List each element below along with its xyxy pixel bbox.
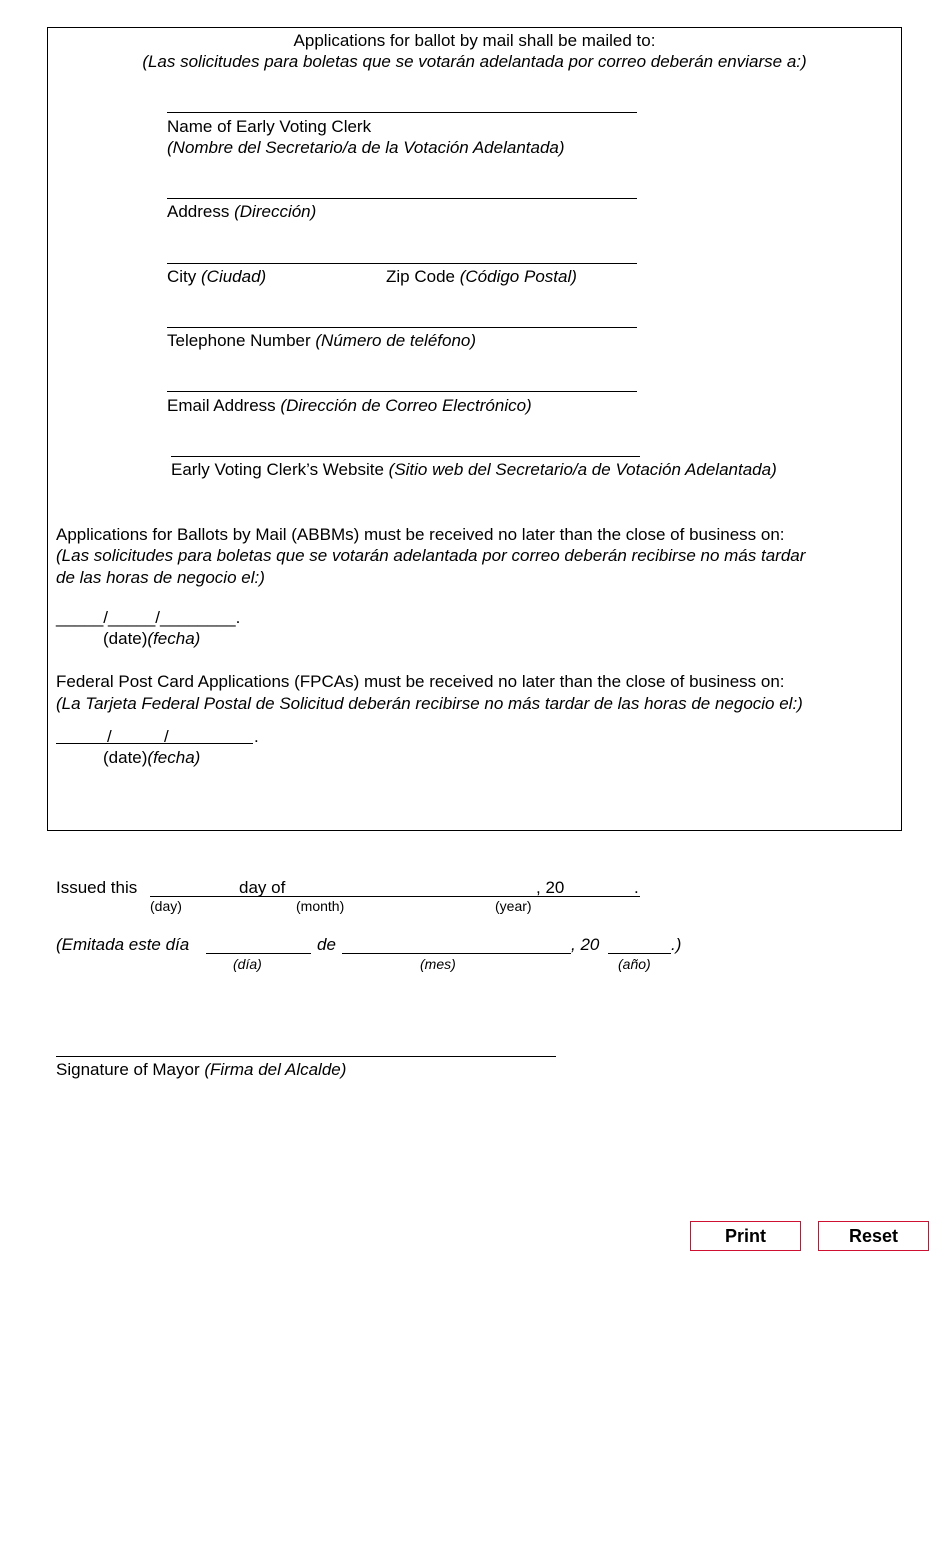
clerk-name-label: Name of Early Voting Clerk <box>167 117 372 136</box>
signature-label-en: Signature of Mayor <box>56 1060 200 1079</box>
website-label-en: Early Voting Clerk’s Website <box>171 460 384 479</box>
address-label-en: Address <box>167 202 230 221</box>
signature-label-es: (Firma del Alcalde) <box>204 1060 347 1079</box>
fpca-date-slash-1: / <box>107 727 112 746</box>
fpca-date-period: . <box>254 727 259 746</box>
website-label-es: (Sitio web del Secretario/a de Votación Adelantada) <box>388 460 777 479</box>
print-button[interactable]: Print <box>690 1221 801 1251</box>
city-label <box>167 266 266 287</box>
issued-month-caption: (month) <box>296 898 345 914</box>
abbm-date-caption-en: (date) <box>103 629 148 648</box>
emitida-suffix: .) <box>671 935 682 954</box>
reset-button[interactable]: Reset <box>818 1221 929 1251</box>
clerk-name-label-es: (Nombre del Secretario/a de la Votación Adelantada) <box>167 138 565 157</box>
city-zip-line[interactable] <box>167 263 637 264</box>
emitida-comma-20: , 20 <box>571 935 600 954</box>
fpca-deadline-en: Federal Post Card Applications (FPCAs) must be received no later than the close of business on: <box>56 672 785 691</box>
abbm-date-caption <box>103 628 200 649</box>
email-line[interactable] <box>167 391 637 392</box>
emitida-de: de <box>317 935 336 954</box>
city-label-en: City <box>167 267 197 286</box>
website-line[interactable] <box>171 456 640 457</box>
website-label <box>171 459 777 480</box>
issued-year-caption: (year) <box>495 898 532 914</box>
emitida-prefix: (Emitada este día <box>56 935 190 954</box>
email-label-es: (Dirección de Correo Electrónico) <box>280 396 532 415</box>
fpca-date-caption-es: (fecha) <box>147 748 201 767</box>
address-label-es: (Dirección) <box>234 202 317 221</box>
abbm-deadline-es-1: (Las solicitudes para boletas que se votarán adelantada por correo deberán recibirse no más tardar <box>56 546 806 565</box>
issued-prefix: Issued this <box>56 878 138 897</box>
emitida-dia-caption: (día) <box>233 956 262 972</box>
clerk-name-line[interactable] <box>167 112 637 113</box>
email-label-en: Email Address <box>167 396 276 415</box>
emitida-month-line[interactable] <box>342 953 571 954</box>
abbm-date-field[interactable]: _____/_____/________. <box>56 608 241 627</box>
city-label-es: (Ciudad) <box>201 267 267 286</box>
phone-line[interactable] <box>167 327 637 328</box>
email-label <box>167 395 532 416</box>
phone-label-es: (Número de teléfono) <box>315 331 477 350</box>
fpca-date-field[interactable] <box>56 743 253 744</box>
mailing-header-en: Applications for ballot by mail shall be mailed to: <box>293 31 656 50</box>
fpca-date-caption-en: (date) <box>103 748 148 767</box>
issued-day-of: day of <box>239 878 286 897</box>
zip-label <box>386 266 577 287</box>
abbm-deadline-es-2: de las horas de negocio el:) <box>56 568 265 587</box>
phone-label <box>167 330 476 351</box>
address-line[interactable] <box>167 198 637 199</box>
mailing-header-es: (Las solicitudes para boletas que se votarán adelantada por correo deberán enviarse a:) <box>142 52 807 71</box>
emitida-mes-caption: (mes) <box>420 956 456 972</box>
emitida-ano-caption: (año) <box>618 956 651 972</box>
issued-comma-20: , 20 <box>536 878 565 897</box>
issued-period: . <box>634 878 639 897</box>
phone-label-en: Telephone Number <box>167 331 311 350</box>
zip-label-en: Zip Code <box>386 267 455 286</box>
abbm-date-caption-es: (fecha) <box>147 629 201 648</box>
emitida-year-line[interactable] <box>608 953 671 954</box>
zip-label-es: (Código Postal) <box>459 267 577 286</box>
fpca-date-caption <box>103 747 200 768</box>
fpca-deadline-es: (La Tarjeta Federal Postal de Solicitud deberán recibirse no más tardar de las horas de negocio el:) <box>56 694 803 713</box>
signature-line[interactable] <box>56 1056 556 1057</box>
signature-label <box>56 1059 346 1080</box>
abbm-deadline-en: Applications for Ballots by Mail (ABBMs) must be received no later than the close of business on: <box>56 525 785 544</box>
issued-day-caption: (day) <box>150 898 182 914</box>
fpca-date-slash-2: / <box>164 727 169 746</box>
issued-date-line[interactable] <box>150 896 640 897</box>
address-label <box>167 201 316 222</box>
emitida-day-line[interactable] <box>206 953 311 954</box>
